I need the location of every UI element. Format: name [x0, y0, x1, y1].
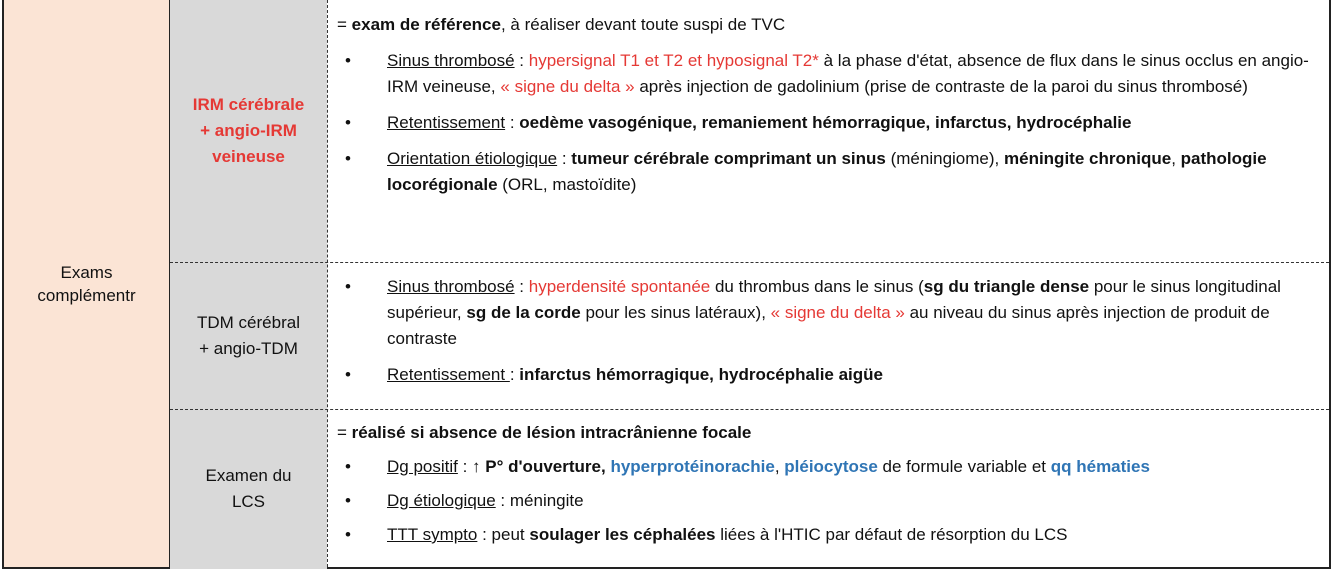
lcs-bullet-dg-etiologique: • Dg étiologique : méningite — [337, 488, 1317, 514]
row-header-cell — [4, 0, 170, 567]
tdm-bullet-sinus: • Sinus thrombosé : hyperdensité spontanée du thrombus dans le sinus (sg du triangle dense pour le sinus longitudinal supérieur, sg de la corde pour les sinus latéraux), « signe du delta » au niveau du sinus après injection de produit de contraste — [337, 274, 1317, 352]
column-divider — [327, 0, 328, 567]
row-divider-2 — [170, 409, 1329, 410]
lcs-content — [337, 420, 1317, 548]
irm-bullet-orientation: • Orientation étiologique : tumeur cérébrale comprimant un sinus (méningiome), méningite chronique, pathologie locorégionale (ORL, mastoïdite) — [337, 146, 1317, 198]
lcs-bullet-dg-positif: • Dg positif : ↑ P° d'ouverture, hyperprotéinorachie, pléiocytose de formule variable et qq hématies — [337, 454, 1317, 480]
irm-bullet-retentissement: • Retentissement : oedème vasogénique, remaniement hémorragique, infarctus, hydrocéphalie — [337, 110, 1317, 136]
lcs-intro: = réalisé si absence de lésion intracrânienne focale — [337, 423, 752, 442]
row-divider-1 — [170, 262, 1329, 263]
irm-intro: = exam de référence, à réaliser devant toute suspi de TVC — [337, 15, 786, 34]
tdm-content — [337, 274, 1317, 388]
tdm-bullet-retentissement: • Retentissement : infarctus hémorragique, hydrocéphalie aigüe — [337, 362, 1317, 388]
tdm-name-cell: TDM cérébral + angio-TDM — [170, 262, 327, 409]
irm-content — [337, 12, 1317, 198]
lcs-bullet-ttt: • TTT sympto : peut soulager les céphalées liées à l'HTIC par défaut de résorption du LCS — [337, 522, 1317, 548]
lcs-name-cell: Examen du LCS — [170, 409, 327, 569]
irm-name-cell: IRM cérébrale + angio-IRM veineuse — [170, 0, 327, 262]
irm-bullet-sinus: • Sinus thrombosé : hypersignal T1 et T2 et hyposignal T2* à la phase d'état, absence de flux dans le sinus occlus en angio-IRM veineuse, « signe du delta » après injection de gadolinium (prise de contraste de la paroi du sinus thrombosé) — [337, 48, 1317, 100]
table — [2, 0, 1331, 569]
row-header-label: Exams complémentr — [37, 262, 136, 305]
